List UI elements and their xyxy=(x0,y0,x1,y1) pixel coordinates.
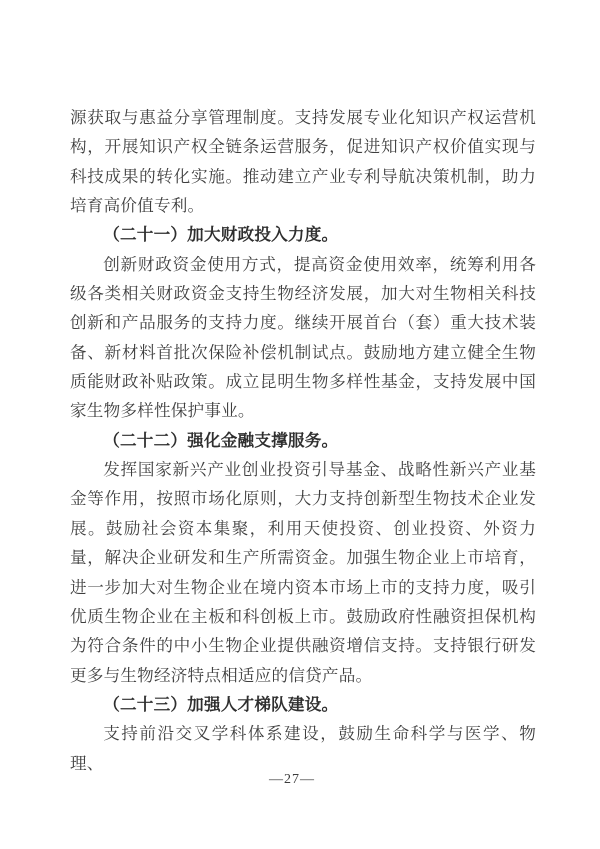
paragraph-body: 创新财政资金使用方式，提高资金使用效率，统筹利用各级各类相关财政资金支持生物经济发展，加大对生物相关科技创新和产品服务的支持力度。继续开展首台（套）重大技术装备、新材料首批次保险补偿机制试点。鼓励地方建立健全生物质能财政补贴政策。成立昆明生物多样性基金，支持发展中国家生物多样性保护事业。 xyxy=(70,254,536,421)
paragraph-body: 源获取与惠益分享管理制度。支持发展专业化知识产权运营机构，开展知识产权全链条运营服务，促进知识产权价值实现与科技成果的转化实施。推动建立产业专利导航决策机制，助力培育高价值专利。 xyxy=(70,108,536,216)
page-number: —27— xyxy=(269,772,315,787)
paragraph-body: 发挥国家新兴产业创业投资引导基金、战略性新兴产业基金等作用，按照市场化原则，大力支持创新型生物技术企业发展。鼓励社会资本集聚，利用天使投资、创业投资、外资力量，解决企业研发和生产所需资金。加强生物企业上市培育，进一步加大对生物企业在境内资本市场上市的支持力度，吸引优质生物企业在主板和科创板上市。鼓励政府性融资担保机构为符合条件的中小生物企业提供融资增信支持。支持银行研发更多与生物经济特点相适应的信贷产品。 xyxy=(70,460,536,685)
paragraph-heading: （二十一）加大财政投入力度。 xyxy=(103,225,339,245)
document-body xyxy=(70,103,536,778)
paragraph-body: 支持前沿交叉学科体系建设，鼓励生命科学与医学、物理、 xyxy=(70,724,536,773)
page-footer xyxy=(0,770,584,788)
paragraph-heading: （二十二）强化金融支撑服务。 xyxy=(103,430,339,450)
paragraph-heading: （二十三）加强人才梯队建设。 xyxy=(103,694,339,714)
